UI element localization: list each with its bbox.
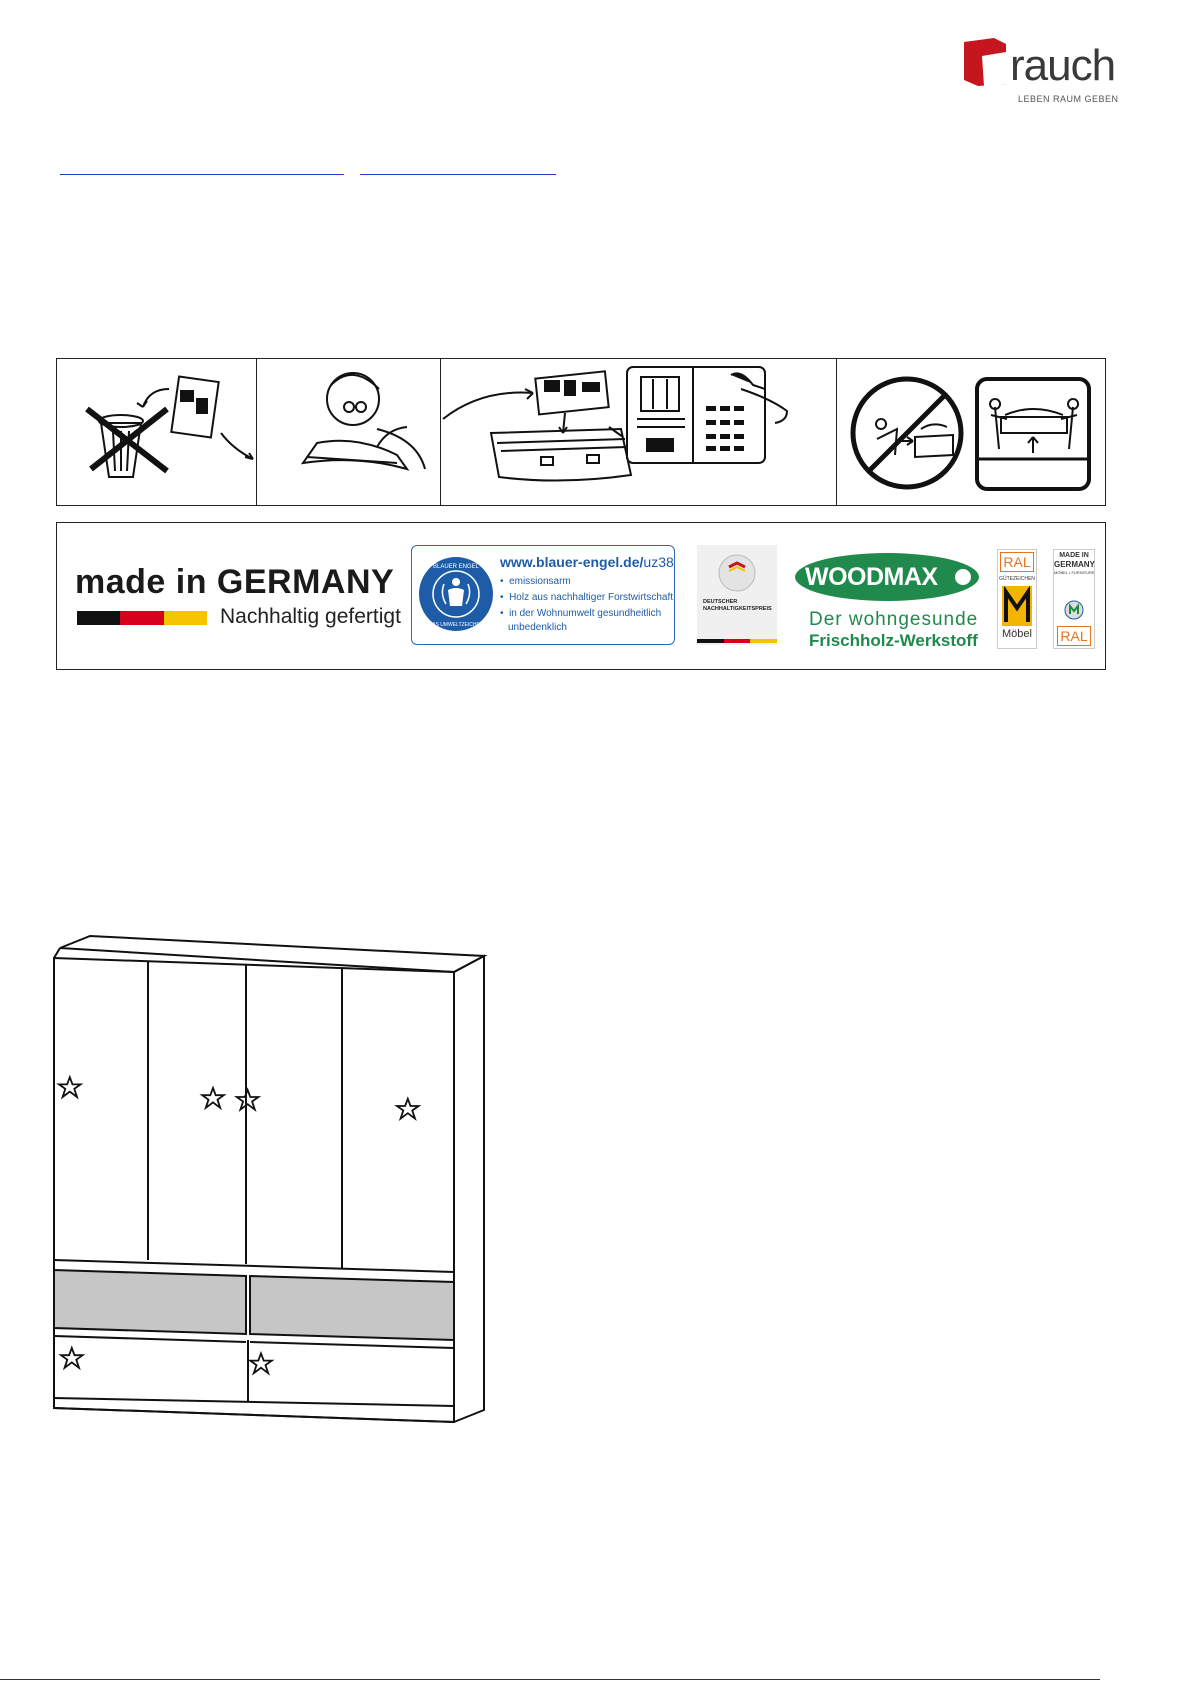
guetezeichen-label: GÜTEZEICHEN <box>999 576 1035 582</box>
wardrobe-illustration <box>50 930 490 1440</box>
woodmax-line1: Der wohngesunde <box>809 609 979 630</box>
blauer-engel-item-text: emissionsarm <box>509 576 571 587</box>
pictogram-read-instructions <box>257 359 441 505</box>
seal-bottom-text: DAS UMWELTZEICHEN <box>428 622 484 628</box>
footer-rule <box>0 1679 1100 1680</box>
nachhaltigkeitspreis-flag <box>697 639 777 643</box>
brand-name: rauch <box>1010 41 1116 90</box>
made-in-germany-title: made in GERMANY <box>75 563 395 601</box>
moebel-label: Möbel <box>1002 628 1032 640</box>
ral-label: RAL <box>1000 552 1034 572</box>
folder-file-icon <box>441 359 837 505</box>
ral-label-2: RAL <box>1057 626 1091 646</box>
top-link-2[interactable] <box>360 160 556 175</box>
top-link-1[interactable] <box>60 160 344 175</box>
nachhaltigkeitspreis-title: DEUTSCHER NACHHALTIGKEITSPREIS <box>703 599 772 612</box>
nachhaltigkeitspreis-badge <box>697 545 777 645</box>
made-in-germany-subtitle: Nachhaltig gefertigt <box>220 605 401 628</box>
german-flag-bar <box>77 611 207 625</box>
blauer-engel-seal-icon <box>418 556 494 632</box>
woodmax-name: WOODMAX <box>805 563 938 591</box>
blauer-engel-url <box>500 554 674 570</box>
mig-badge-line2: GERMANY <box>1054 560 1095 569</box>
pictogram-lift-dont-drag <box>837 359 1107 505</box>
blauer-engel-item-text: Holz aus nachhaltiger Forstwirtschaft <box>509 592 674 603</box>
blauer-engel-badge <box>411 545 675 645</box>
woodmax-circle-icon <box>953 567 973 587</box>
blauer-engel-item: • Holz aus nachhaltiger Forstwirtschaft <box>500 592 674 603</box>
blauer-engel-item: • in der Wohnumwelt gesundheitlich <box>500 608 662 619</box>
brand-tagline: LEBEN RAUM GEBEN <box>1018 94 1119 104</box>
blauer-engel-item: • emissionsarm <box>500 576 571 587</box>
blauer-engel-item-text: in der Wohnumwelt gesundheitlich <box>509 608 662 619</box>
ral-guetezeichen-badge <box>997 549 1037 649</box>
seal-top-text: BLAUER ENGEL <box>432 564 480 570</box>
pictogram-keep-instructions <box>441 359 837 505</box>
lift-furniture-icon <box>837 359 1105 505</box>
person-reading-icon <box>257 359 441 505</box>
mig-badge-line1: MADE IN <box>1059 552 1089 559</box>
blauer-engel-url-suffix: uz38 <box>643 554 674 570</box>
blauer-engel-url-main: www.blauer-engel.de/ <box>500 554 644 570</box>
ral-made-in-germany-badge <box>1053 549 1095 649</box>
mig-badge-sub: MÖBEL • FURNITURE <box>1054 570 1095 575</box>
nachhaltigkeitspreis-sphere-icon <box>717 553 757 593</box>
blauer-engel-item-cont: unbedenklich <box>508 622 567 633</box>
certifications-strip <box>56 522 1106 670</box>
woodmax-line2: Frischholz-Werkstoff <box>809 631 978 650</box>
pictogram-do-not-discard <box>57 359 257 505</box>
moebel-m-icon <box>1002 586 1032 626</box>
rauch-logo <box>958 38 1119 108</box>
instruction-pictogram-strip <box>56 358 1106 506</box>
trash-crossed-icon <box>57 359 257 505</box>
mig-seal-icon <box>1064 600 1084 620</box>
rauch-logo-mark <box>964 38 1006 86</box>
